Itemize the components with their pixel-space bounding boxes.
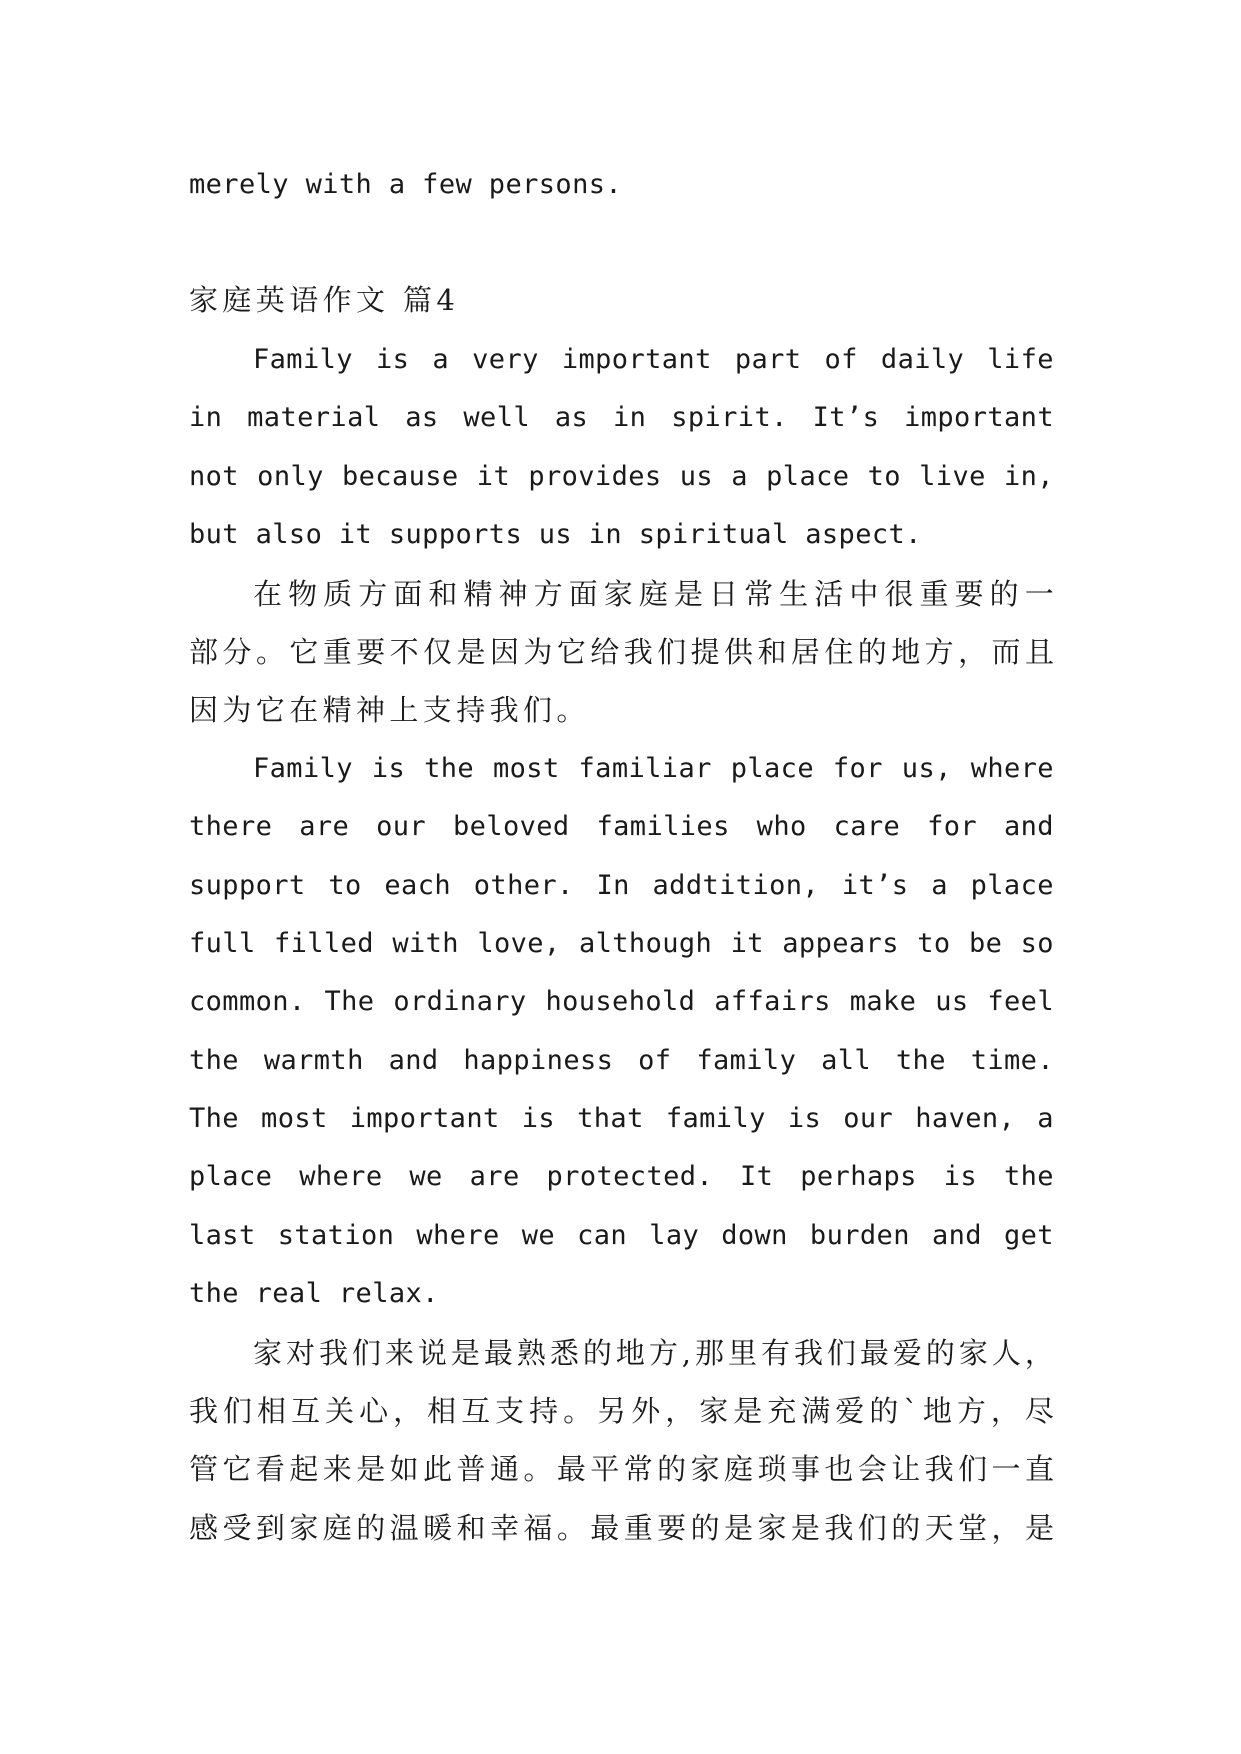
text-line: 家 对 我 们 来 说 是 最 熟 悉 的 地 方 , 那 里 有 我 们 最 爱 的 家 人 ， [253,1335,1054,1370]
text-line: merely with a few persons. [189,169,623,200]
paragraph-chinese-1 [189,565,1054,740]
text-line: 感 受 到 家 庭 的 温 暖 和 幸 福 。 最 重 要 的 是 家 是 我 们 的 天 堂 ， 是 [189,1510,1054,1545]
text-line: place where we are protected. It perhaps is the [189,1161,1054,1193]
continued-text [189,156,1054,214]
text-line: 在 物 质 方 面 和 精 神 方 面 家 庭 是 日 常 生 活 中 很 重 要 的 一 [253,576,1054,611]
paragraph-english-2 [189,740,1054,1324]
paragraph-english-1 [189,331,1054,565]
text-line: Family is a very important part of daily life [253,344,1054,375]
text-line: the warmth and happiness of family all the time. [189,1044,1054,1076]
essay-body [189,331,1054,1557]
text-line: there are our beloved families who care for and [189,811,1054,843]
text-line: support to each other. In addtition, it’s a place [189,869,1054,901]
section-heading-block [189,271,1054,329]
section-heading: 家庭英语作文 篇4 [189,283,460,317]
paragraph-chinese-2 [189,1324,1054,1558]
text-line: in material as well as in spirit. It’s important [189,402,1054,434]
text-line: Family is the most familiar place for us, where [253,752,1054,784]
text-line: 我 们 相 互 关 心 ， 相 互 支 持 。 另 外 ， 家 是 充 满 爱 的 ` 地 方 ， 尽 [189,1394,1054,1429]
text-line: The most important is that family is our haven, a [189,1103,1054,1135]
text-line: last station where we can lay down burden and get [189,1219,1054,1251]
text-line: common. The ordinary household affairs make us feel [189,986,1054,1018]
text-line: but also it supports us in spiritual aspect. [189,519,922,551]
text-line: 因为它在精神上支持我们。 [189,693,590,728]
text-line: full filled with love, although it appears to be so [189,927,1054,959]
text-line: the real relax. [189,1278,439,1310]
text-line: not only because it provides us a place to live in, [189,460,1054,492]
text-line: 管 它 看 起 来 是 如 此 普 通 。 最 平 常 的 家 庭 琐 事 也 会 让 我 们 一 直 [189,1452,1054,1487]
text-line: 部 分 。 它 重 要 不 仅 是 因 为 它 给 我 们 提 供 和 居 住 的 地 方 ， 而 且 [189,634,1054,669]
